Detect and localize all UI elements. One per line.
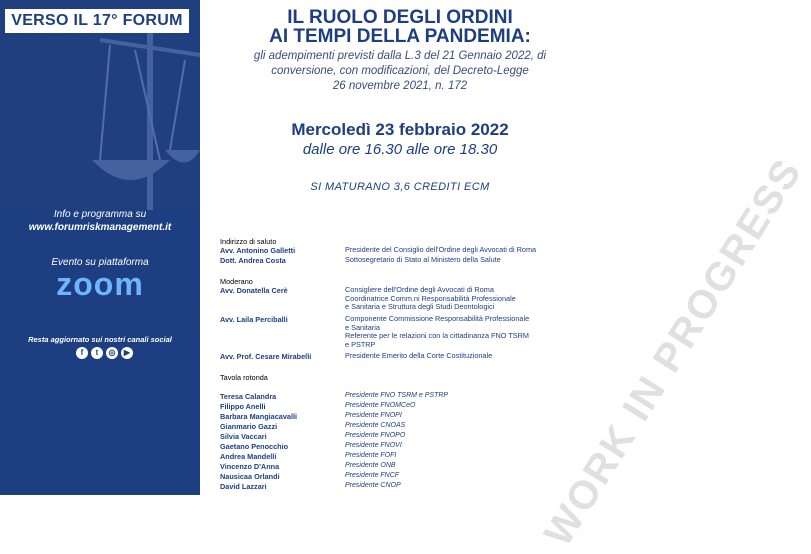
moderator-name: Avv. Laila Perciballi <box>220 315 288 324</box>
moderator-role-line: e Sanitaria <box>345 322 380 332</box>
subtitle-line1: gli adempimenti previsti dalla L.3 del 21 Gennaio 2022, di <box>253 50 547 62</box>
speaker-role: Sottosegretario di Stato al Ministero della Salute <box>345 255 501 264</box>
participant-role: Presidente FOFI <box>345 452 397 459</box>
moderator-role <box>345 286 595 312</box>
participant-role: Presidente CNOP <box>345 482 401 489</box>
social-label: Resta aggiornato sui nostri canali social <box>28 335 172 344</box>
participant-name: David Lazzari <box>220 482 267 491</box>
participant-role: Presidente FNOPI <box>345 412 402 419</box>
greeting-label: Indirizzo di saluto <box>220 237 277 246</box>
participant-name: Silvia Vaccari <box>220 432 267 441</box>
participant-role: Presidente ONB <box>345 462 396 469</box>
moderator-role-line: Coordinatrice Comm.ni Responsabilità Professionale <box>345 293 516 303</box>
moderators-label: Moderano <box>220 277 253 286</box>
event-date: Mercoledì 23 febbraio 2022 <box>291 120 509 139</box>
participant-role: Presidente FNOVI <box>345 442 402 449</box>
speaker-name: Avv. Antonino Galletti <box>220 246 296 255</box>
forum-badge: VERSO IL 17° FORUM <box>5 9 189 33</box>
main-content <box>200 0 811 554</box>
moderator-role-line: Referente per le relazioni con la cittadinanza FNO TSRM <box>345 331 529 340</box>
speaker-name: Dott. Andrea Costa <box>220 256 286 265</box>
participant-name: Andrea Mandelli <box>220 452 277 461</box>
watermark: WORK IN PROGRESS <box>536 150 811 554</box>
facebook-icon[interactable]: f <box>76 347 88 359</box>
youtube-icon[interactable]: ▶ <box>121 347 133 359</box>
moderator-name: Avv. Donatella Cerè <box>220 286 288 295</box>
moderator-name: Avv. Prof. Cesare Mirabelli <box>220 352 312 361</box>
participant-name: Gianmario Gazzi <box>220 422 278 431</box>
page-title-line2: AI TEMPI DELLA PANDEMIA: <box>269 26 531 47</box>
ecm-credits: SI MATURANO 3,6 CREDITI ECM <box>310 181 490 193</box>
subtitle-line3: 26 novembre 2021, n. 172 <box>332 80 468 92</box>
social-icons <box>76 347 133 359</box>
moderator-role-line: Componente Commissione Responsabilità Professionale <box>345 314 530 323</box>
sidebar <box>0 0 200 495</box>
participant-name: Nausicaa Orlandi <box>220 472 280 481</box>
instagram-icon[interactable]: ◎ <box>106 347 118 359</box>
participant-role: Presidente FNCF <box>345 472 400 479</box>
moderator-role: Presidente Emerito della Corte Costituzionale <box>345 351 493 360</box>
page-title-line1: IL RUOLO DEGLI ORDINI <box>287 7 513 28</box>
subtitle <box>200 49 600 94</box>
website-link[interactable]: www.forumriskmanagement.it <box>28 222 172 233</box>
speaker-role: Presidente del Consiglio dell'Ordine degli Avvocati di Roma <box>345 245 537 254</box>
roundtable-label: Tavola rotonda <box>220 373 268 382</box>
participant-name: Teresa Calandra <box>220 392 277 401</box>
participant-name: Vincenzo D'Anna <box>220 462 280 471</box>
zoom-logo: zoom <box>56 266 144 302</box>
event-hours: dalle ore 16.30 alle ore 18.30 <box>302 141 498 158</box>
participant-name: Barbara Mangiacavalli <box>220 412 298 421</box>
twitter-icon[interactable]: t <box>91 347 103 359</box>
subtitle-line2: conversione, con modificazioni, del Decreto-Legge <box>271 65 529 77</box>
info-label: Info e programma su <box>53 209 147 220</box>
moderator-role-line: Consigliere dell'Ordine degli Avvocati di Roma <box>345 285 494 294</box>
participant-name: Filippo Anelli <box>220 402 266 411</box>
participant-role: Presidente FNOMCeO <box>345 402 416 409</box>
moderator-role-line: e PSTRP <box>345 339 376 349</box>
participant-name: Gaetano Penocchio <box>220 442 289 451</box>
moderator-role-line: e Sanitaria e Struttura degli Studi Deontologici <box>345 302 495 311</box>
moderator-role <box>345 315 595 349</box>
participant-role: Presidente FNOPO <box>345 432 406 439</box>
participant-role: Presidente FNO TSRM e PSTRP <box>345 392 449 399</box>
zoom-label: Evento su piattaforma <box>51 257 149 268</box>
participant-role: Presidente CNOAS <box>345 422 406 429</box>
